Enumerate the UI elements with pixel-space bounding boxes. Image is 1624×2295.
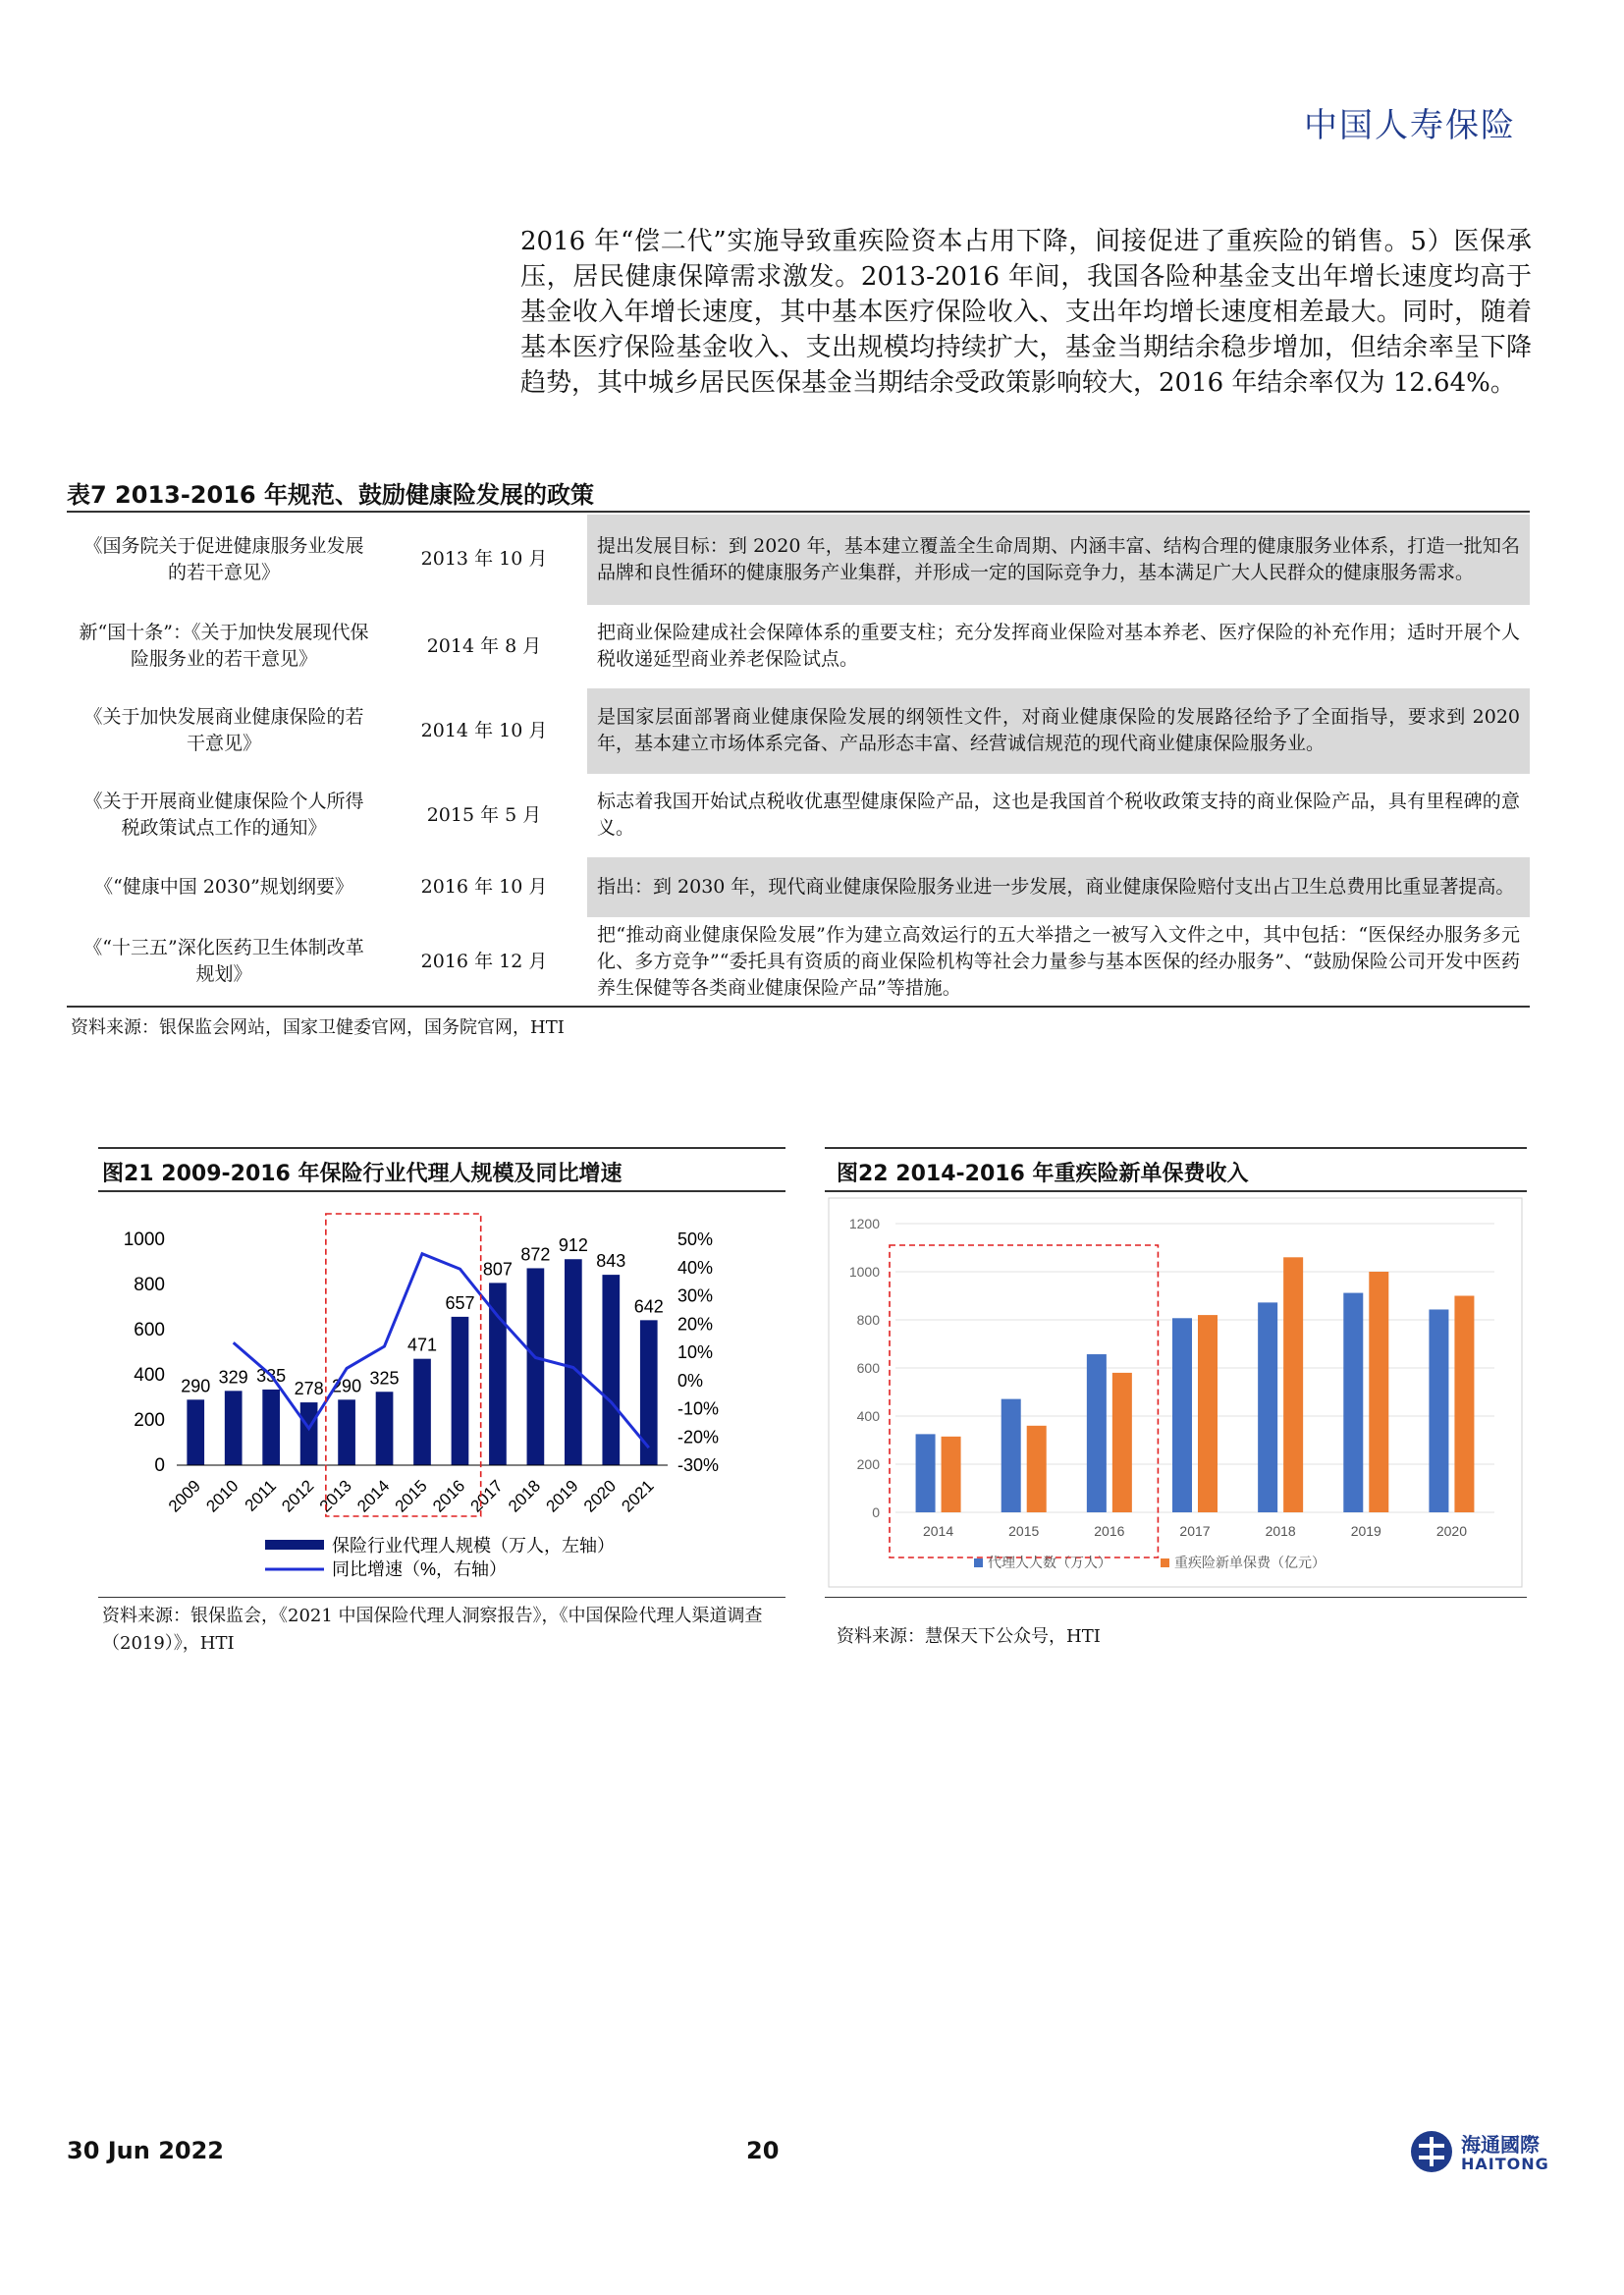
bar: [225, 1391, 243, 1465]
cell-desc: 标志着我国开始试点税收优惠型健康保险产品，这也是我国首个税收政策支持的商业保险产品，具有里程碑的意义。: [587, 774, 1530, 856]
fig22-title-rule: [825, 1190, 1527, 1192]
x-tick-label: 2019: [542, 1476, 582, 1516]
y-tick-label: 1200: [848, 1216, 880, 1231]
legend-a-swatch: [974, 1558, 983, 1567]
logo-text-cn: 海通國際: [1461, 2133, 1540, 2157]
cell-policy: 《关于开展商业健康保险个人所得税政策试点工作的通知》: [67, 774, 381, 856]
y-tick-label: 1000: [848, 1264, 880, 1280]
bar: [640, 1320, 658, 1465]
fig22-title: 图22 2014-2016 年重疾险新单保费收入: [837, 1162, 1249, 1186]
fig22-source: 资料来源：慧保天下公众号，HTI: [837, 1626, 1101, 1647]
table-row: [67, 774, 1530, 856]
x-tick-label: 2009: [164, 1476, 205, 1516]
x-tick-label: 2014: [353, 1476, 394, 1516]
legend-bar-swatch: [265, 1540, 324, 1550]
y-right-tick-label: 40%: [677, 1257, 714, 1278]
y-tick-label: 0: [872, 1504, 880, 1520]
x-tick-label: 2016: [429, 1476, 469, 1516]
y-right-tick-label: -30%: [677, 1455, 720, 1475]
cell-date: 2016 年 10 月: [381, 856, 587, 917]
y-tick-label: 200: [856, 1456, 880, 1472]
bar: [413, 1359, 431, 1465]
fig21-title: 图21 2009-2016 年保险行业代理人规模及同比增速: [102, 1162, 623, 1186]
cell-policy: 《“健康中国 2030”规划纲要》: [67, 856, 381, 917]
bar: [452, 1317, 469, 1465]
x-tick-label: 2016: [1094, 1523, 1125, 1539]
bar: [1027, 1426, 1047, 1512]
x-tick-label: 2020: [1435, 1523, 1468, 1539]
legend-b-swatch: [1161, 1558, 1169, 1567]
bar-value-label: 278: [294, 1379, 324, 1399]
cell-policy: 新“国十条”：《关于加快发展现代保险服务业的若干意见》: [67, 605, 381, 687]
bar: [376, 1392, 394, 1465]
x-tick-label: 2017: [1179, 1523, 1211, 1539]
x-tick-label: 2014: [922, 1523, 954, 1539]
table-row: [67, 856, 1530, 917]
y-right-tick-label: 0%: [677, 1370, 704, 1391]
fig21-chart: [98, 1198, 785, 1591]
x-tick-label: 2010: [202, 1476, 243, 1516]
bar: [1112, 1373, 1132, 1512]
y-right-tick-label: 50%: [677, 1229, 714, 1249]
bar: [1369, 1272, 1388, 1512]
table-row: [67, 917, 1530, 1006]
y-left-tick-label: 800: [134, 1275, 165, 1295]
cell-policy: 《“十三五”深化医药卫生体制改革规划》: [67, 917, 381, 1006]
y-right-tick-label: -10%: [677, 1398, 720, 1419]
cell-policy: 《国务院关于促进健康服务业发展的若干意见》: [67, 515, 381, 605]
bar: [1454, 1296, 1474, 1513]
fig22-chart: [827, 1196, 1524, 1589]
growth-line: [234, 1254, 649, 1448]
y-left-tick-label: 400: [134, 1365, 165, 1386]
cell-desc: 指出：到 2030 年，现代商业健康保险服务业进一步发展，商业健康保险赔付支出占卫生总费用比重显著提高。: [587, 856, 1530, 917]
cell-date: 2014 年 8 月: [381, 605, 587, 687]
y-right-tick-label: 30%: [677, 1285, 714, 1306]
policy-table: [67, 515, 1530, 1007]
cell-date: 2016 年 12 月: [381, 917, 587, 1006]
fig22-bottom-rule: [825, 1597, 1527, 1598]
fig21-top-rule: [98, 1147, 785, 1149]
x-tick-label: 2012: [278, 1476, 318, 1516]
bar: [1001, 1399, 1021, 1512]
bar: [565, 1259, 582, 1465]
table-row: [67, 687, 1530, 774]
bar-value-label: 290: [332, 1376, 362, 1396]
bar: [1198, 1315, 1218, 1512]
bar-value-label: 290: [181, 1376, 211, 1396]
fig21-title-rule: [98, 1190, 785, 1192]
bar: [338, 1399, 355, 1465]
brand-title: 中国人寿保险: [1304, 106, 1516, 145]
bar: [1258, 1302, 1277, 1512]
bar: [942, 1437, 961, 1512]
y-left-tick-label: 200: [134, 1410, 165, 1431]
bar: [1343, 1293, 1363, 1512]
haitong-logo-icon: [1409, 2129, 1454, 2174]
bar: [1172, 1318, 1192, 1512]
bar-value-label: 872: [520, 1244, 551, 1265]
bar-value-label: 335: [256, 1365, 287, 1386]
cell-desc: 把“推动商业健康保险发展”作为建立高效运行的五大举措之一被写入文件之中，其中包括：“医保经办服务多元化、多方竞争”“委托具有资质的商业保险机构等社会力量参与基本医保的经办服务”、“鼓励保险公司开发中医药养生保健等各类商业健康保险产品”等措施。: [587, 917, 1530, 1006]
legend-b-label: 重疾险新单保费（亿元）: [1174, 1555, 1326, 1570]
x-tick-label: 2020: [579, 1476, 621, 1516]
x-tick-label: 2021: [618, 1476, 658, 1516]
fig21-source: 资料来源：银保监会，《2021 中国保险代理人洞察报告》，《中国保险代理人渠道调查（2019）》，HTI: [102, 1606, 763, 1654]
intro-paragraph: 2016 年“偿二代”实施导致重疾险资本占用下降，间接促进了重疾险的销售。5）医保承压，居民健康保障需求激发。2013-2016 年间，我国各险种基金支出年增长速度均高于基金收入年增长速度，其中基本医疗保险收入、支出年均增长速度相差最大。同时，随着基本医疗保险基金收入、支出规模均持续扩大，基金当期结余稳步增加，但结余率呈下降趋势，其中城乡居民医保基金当期结余受政策影响较大，2016 年结余率仅为 12.64%。: [520, 227, 1532, 398]
bar-value-label: 325: [369, 1368, 400, 1389]
y-right-tick-label: -20%: [677, 1427, 720, 1448]
table-bottom-rule: [67, 1006, 1530, 1008]
bar-value-label: 843: [596, 1251, 626, 1272]
bar-value-label: 657: [445, 1292, 475, 1313]
cell-desc: 把商业保险建成社会保障体系的重要支柱；充分发挥商业保险对基本养老、医疗保险的补充作用；适时开展个人税收递延型商业养老保险试点。: [587, 605, 1530, 687]
legend-a-label: 代理人人数（万人）: [988, 1555, 1111, 1570]
bar-value-label: 807: [482, 1259, 513, 1280]
table-row: [67, 605, 1530, 687]
bar: [602, 1275, 620, 1465]
x-tick-label: 2017: [466, 1476, 507, 1516]
table-source: 资料来源：银保监会网站，国家卫健委官网，国务院官网，HTI: [71, 1017, 565, 1038]
y-tick-label: 400: [856, 1408, 880, 1424]
fig21-bottom-rule: [98, 1597, 785, 1598]
x-tick-label: 2015: [1008, 1523, 1040, 1539]
logo-text-en: HAITONG: [1461, 2155, 1549, 2173]
table-row: [67, 515, 1530, 605]
x-tick-label: 2018: [1265, 1523, 1296, 1539]
y-left-tick-label: 600: [134, 1320, 165, 1340]
bar: [187, 1399, 204, 1465]
bar: [300, 1402, 318, 1465]
bar-value-label: 912: [558, 1235, 588, 1256]
cell-desc: 是国家层面部署商业健康保险发展的纲领性文件，对商业健康保险的发展路径给予了全面指导，要求到 2020 年，基本建立市场体系完备、产品形态丰富、经营诚信规范的现代商业健康保险服务业。: [587, 687, 1530, 774]
y-left-tick-label: 1000: [123, 1229, 165, 1250]
cell-date: 2013 年 10 月: [381, 515, 587, 605]
x-tick-label: 2019: [1350, 1523, 1381, 1539]
table-top-rule: [67, 511, 1530, 513]
cell-date: 2015 年 5 月: [381, 774, 587, 856]
bar-value-label: 642: [633, 1296, 664, 1317]
y-tick-label: 600: [856, 1360, 880, 1376]
x-tick-label: 2015: [391, 1476, 431, 1516]
fig22-top-rule: [825, 1147, 1527, 1149]
bar-value-label: 329: [218, 1367, 248, 1388]
legend-line-label: 同比增速（%，右轴）: [332, 1559, 508, 1579]
bar-value-label: 471: [406, 1335, 438, 1355]
table-title: 表7 2013-2016 年规范、鼓励健康险发展的政策: [67, 481, 594, 509]
legend-bar-label: 保险行业代理人规模（万人，左轴）: [332, 1536, 615, 1556]
bar: [1429, 1309, 1448, 1512]
bar: [1087, 1354, 1107, 1512]
y-tick-label: 800: [856, 1312, 880, 1328]
cell-desc: 提出发展目标：到 2020 年，基本建立覆盖全生命周期、内涵丰富、结构合理的健康服务业体系，打造一批知名品牌和良性循环的健康服务产业集群，并形成一定的国际竞争力，基本满足广大人民群众的健康服务需求。: [587, 515, 1530, 605]
footer-date: 30 Jun 2022: [67, 2137, 225, 2164]
y-right-tick-label: 20%: [677, 1314, 714, 1335]
y-left-tick-label: 0: [154, 1455, 165, 1476]
x-tick-label: 2018: [505, 1476, 545, 1516]
bar: [262, 1390, 280, 1465]
cell-policy: 《关于加快发展商业健康保险的若干意见》: [67, 687, 381, 774]
page-number: 20: [746, 2137, 780, 2164]
x-tick-label: 2011: [241, 1476, 280, 1515]
cell-date: 2014 年 10 月: [381, 687, 587, 774]
x-tick-label: 2013: [315, 1476, 355, 1516]
y-right-tick-label: 10%: [677, 1342, 714, 1362]
bar: [527, 1268, 545, 1465]
bar: [1283, 1257, 1303, 1512]
bar: [916, 1434, 936, 1512]
intro-text: [520, 224, 1532, 401]
